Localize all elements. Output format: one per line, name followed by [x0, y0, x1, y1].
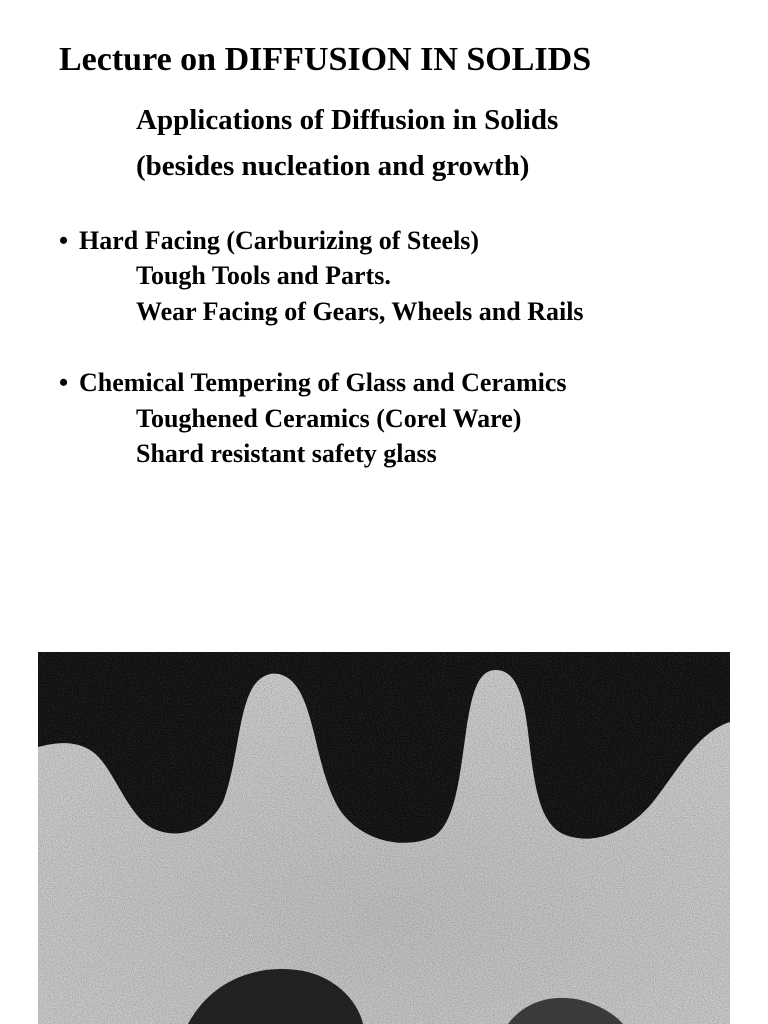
bullet-detail: Tough Tools and Parts.: [136, 261, 391, 290]
bullet-heading: Chemical Tempering of Glass and Ceramics: [79, 368, 567, 397]
page-title: Lecture on DIFFUSION IN SOLIDS: [59, 41, 592, 78]
bullet-item-chemical-tempering: [59, 367, 567, 399]
bullet-icon: •: [59, 368, 69, 397]
carburized-gear-photo: [38, 652, 730, 1024]
subtitle-line-2: (besides nucleation and growth): [136, 150, 530, 182]
subtitle-line-1: Applications of Diffusion in Solids: [136, 104, 559, 136]
bullet-detail: Shard resistant safety glass: [136, 439, 437, 468]
bullet-detail: Toughened Ceramics (Corel Ware): [136, 404, 522, 433]
bullet-item-hard-facing: [59, 225, 479, 257]
bullet-detail: Wear Facing of Gears, Wheels and Rails: [136, 297, 584, 326]
bullet-icon: •: [59, 226, 69, 255]
gear-cross-section-image: [38, 652, 730, 1024]
photo-grain: [38, 652, 730, 1024]
bullet-heading: Hard Facing (Carburizing of Steels): [79, 226, 480, 255]
